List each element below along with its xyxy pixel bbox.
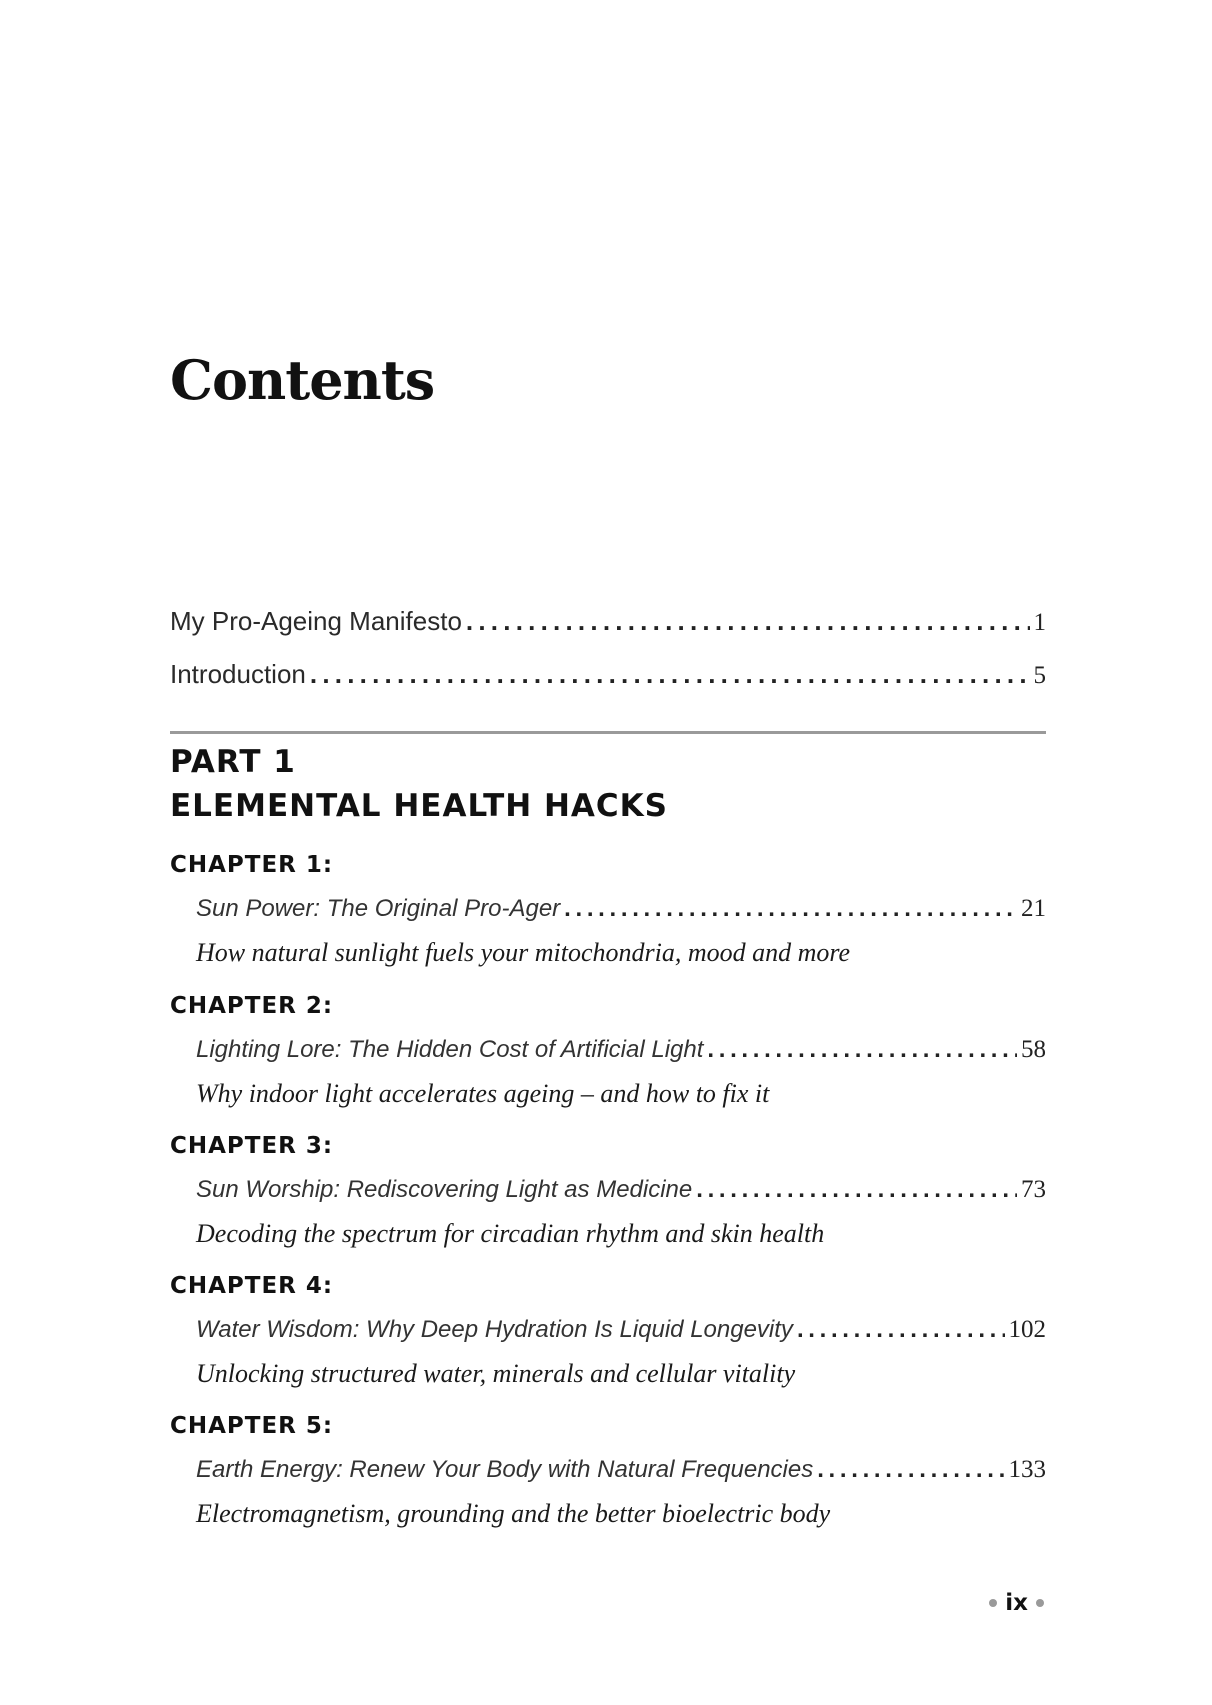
bullet-icon [1036, 1599, 1044, 1607]
section-divider [170, 731, 1046, 734]
toc-entry-page: 5 [1033, 662, 1046, 689]
toc-entry-page: 21 [1021, 895, 1046, 922]
chapter-heading: CHAPTER 1: [170, 852, 334, 878]
toc-entry-label: Lighting Lore: The Hidden Cost of Artificial Light [196, 1036, 704, 1063]
toc-entry-label: Sun Power: The Original Pro-Ager [196, 895, 561, 922]
chapter-description: Why indoor light accelerates ageing – and how to fix it [196, 1079, 770, 1108]
toc-entry-chapter-2[interactable] [196, 1036, 1046, 1064]
dot-leader [797, 1316, 1005, 1344]
dot-leader [564, 895, 1017, 923]
toc-entry-manifesto[interactable] [170, 606, 1046, 637]
toc-entry-label: My Pro-Ageing Manifesto [170, 606, 462, 636]
chapter-description: How natural sunlight fuels your mitochondria, mood and more [196, 938, 851, 967]
chapter-heading: CHAPTER 2: [170, 993, 334, 1019]
chapter-description: Electromagnetism, grounding and the better bioelectric body [196, 1499, 831, 1528]
dot-leader [466, 606, 1030, 637]
toc-entry-chapter-3[interactable] [196, 1176, 1046, 1204]
chapter-description: Decoding the spectrum for circadian rhythm and skin health [196, 1219, 825, 1248]
toc-entry-label: Introduction [170, 659, 306, 689]
toc-entry-page: 1 [1033, 609, 1046, 636]
part-name: ELEMENTAL HEALTH HACKS [170, 788, 669, 824]
folio-number: ix [1005, 1590, 1028, 1616]
bullet-icon [989, 1599, 997, 1607]
chapter-description: Unlocking structured water, minerals and cellular vitality [196, 1359, 796, 1388]
part-number: PART 1 [170, 744, 296, 780]
toc-entry-page: 73 [1021, 1176, 1046, 1203]
page-number [989, 1590, 1044, 1616]
page-title: Contents [170, 348, 435, 412]
toc-entry-chapter-4[interactable] [196, 1316, 1046, 1344]
dot-leader [696, 1176, 1017, 1204]
toc-entry-chapter-5[interactable] [196, 1456, 1046, 1484]
dot-leader [707, 1036, 1017, 1064]
chapter-heading: CHAPTER 3: [170, 1133, 334, 1159]
toc-entry-page: 58 [1021, 1036, 1046, 1063]
dot-leader [310, 659, 1030, 690]
chapter-heading: CHAPTER 5: [170, 1413, 334, 1439]
toc-entry-page: 133 [1008, 1456, 1046, 1483]
toc-entry-introduction[interactable] [170, 659, 1046, 690]
toc-entry-chapter-1[interactable] [196, 895, 1046, 923]
chapter-heading: CHAPTER 4: [170, 1273, 334, 1299]
toc-entry-page: 102 [1008, 1316, 1046, 1343]
toc-entry-label: Sun Worship: Rediscovering Light as Medicine [196, 1176, 693, 1203]
dot-leader [817, 1456, 1004, 1484]
toc-entry-label: Earth Energy: Renew Your Body with Natural Frequencies [196, 1456, 814, 1483]
toc-entry-label: Water Wisdom: Why Deep Hydration Is Liquid Longevity [196, 1316, 793, 1343]
